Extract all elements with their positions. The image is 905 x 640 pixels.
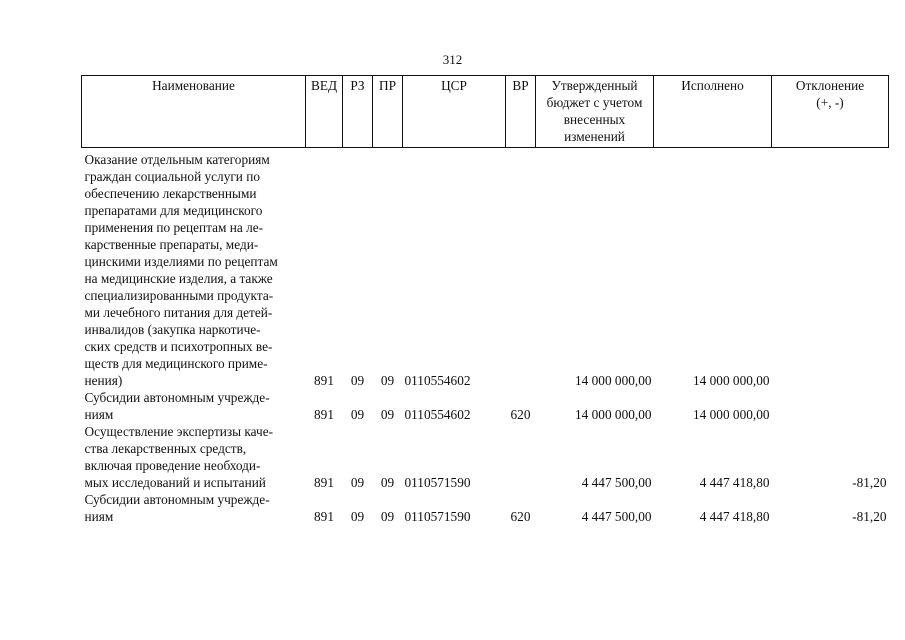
cell-vr	[506, 151, 536, 389]
column-header-budget	[536, 76, 654, 148]
row-name-line: цинскими изделиями по рецептам	[84, 254, 278, 269]
column-header-deviation	[772, 76, 889, 148]
cell-executed: 4 447 418,80	[699, 509, 770, 524]
column-header-csr: ЦСР	[403, 76, 506, 148]
cell-csr: 0110554602	[404, 407, 471, 422]
cell-pr: 09	[380, 475, 395, 490]
row-name-line: специализированными продукта-	[84, 288, 274, 303]
row-name	[82, 423, 306, 491]
column-header-budget-line: изменений	[564, 129, 625, 144]
row-name	[82, 491, 306, 525]
cell-vr	[506, 423, 536, 491]
column-header-ved: ВЕД	[306, 76, 343, 148]
cell-pr: 09	[380, 373, 395, 388]
row-name-line: ских средств и психотропных ве-	[84, 339, 273, 354]
row-name-line: Оказание отдельным категориям	[84, 152, 270, 167]
cell-pr: 09	[380, 509, 395, 524]
cell-vr: 620	[510, 407, 531, 422]
row-name-line: карственные препараты, меди-	[84, 237, 259, 252]
column-header-executed: Исполнено	[654, 76, 772, 148]
row-name-line: инвалидов (закупка наркотиче-	[84, 322, 261, 337]
cell-rz: 09	[350, 475, 365, 490]
cell-budget: 4 447 500,00	[581, 509, 652, 524]
cell-rz: 09	[350, 373, 365, 388]
table-row	[82, 491, 889, 525]
column-header-deviation-line: (+, -)	[816, 95, 844, 110]
cell-deviation	[772, 151, 889, 389]
cell-rz: 09	[350, 509, 365, 524]
row-name-line: ми лечебного питания для детей-	[84, 305, 273, 320]
column-header-budget-line: бюджет с учетом	[546, 95, 643, 110]
column-header-name: Наименование	[82, 76, 306, 148]
table-row	[82, 389, 889, 423]
cell-ved: 891	[314, 475, 334, 490]
row-name-line: граждан социальной услуги по	[84, 169, 260, 184]
row-name-line: препаратами для медицинского	[84, 203, 263, 218]
column-header-budget-line: Утвержденный	[551, 78, 638, 93]
cell-executed: 4 447 418,80	[699, 475, 770, 490]
cell-budget: 14 000 000,00	[575, 373, 652, 388]
row-name-line: применения по рецептам на ле-	[84, 220, 264, 235]
row-name-line: Субсидии автономным учрежде-	[84, 390, 270, 405]
column-header-budget-line: внесенных	[563, 112, 626, 127]
column-header-vr: ВР	[506, 76, 536, 148]
table-row	[82, 423, 889, 491]
cell-deviation	[772, 389, 889, 423]
cell-ved: 891	[314, 407, 334, 422]
row-name-line: Осуществление экспертизы каче-	[84, 424, 274, 439]
table-header	[82, 76, 889, 148]
cell-ved: 891	[314, 509, 334, 524]
cell-executed: 14 000 000,00	[693, 373, 770, 388]
cell-csr: 0110571590	[404, 509, 471, 524]
cell-deviation: -81,20	[852, 509, 887, 524]
cell-pr: 09	[380, 407, 395, 422]
column-header-pr: ПР	[373, 76, 403, 148]
row-name	[82, 389, 306, 423]
row-name	[82, 151, 306, 389]
cell-csr: 0110571590	[404, 475, 471, 490]
row-name-line: включая проведение необходи-	[84, 458, 261, 473]
column-header-deviation-line: Отклонение	[795, 78, 865, 93]
cell-budget: 4 447 500,00	[581, 475, 652, 490]
row-name-line: нения)	[84, 373, 123, 388]
row-name-line: ществ для медицинского приме-	[84, 356, 268, 371]
row-name-line: ства лекарственных средств,	[84, 441, 247, 456]
row-name-line: ниям	[84, 509, 114, 524]
budget-execution-table	[81, 75, 889, 525]
table-row	[82, 151, 889, 389]
cell-rz: 09	[350, 407, 365, 422]
page-number: 312	[442, 52, 463, 67]
cell-deviation: -81,20	[852, 475, 887, 490]
row-name-line: обеспечению лекарственными	[84, 186, 257, 201]
row-name-line: ниям	[84, 407, 114, 422]
cell-csr: 0110554602	[404, 373, 471, 388]
cell-budget: 14 000 000,00	[575, 407, 652, 422]
cell-vr: 620	[510, 509, 531, 524]
row-name-line: на медицинские изделия, а также	[84, 271, 273, 286]
row-name-line: мых исследований и испытаний	[84, 475, 266, 490]
table-body	[82, 148, 889, 526]
cell-ved: 891	[314, 373, 334, 388]
column-header-rz: РЗ	[343, 76, 373, 148]
row-name-line: Субсидии автономным учрежде-	[84, 492, 270, 507]
cell-executed: 14 000 000,00	[693, 407, 770, 422]
